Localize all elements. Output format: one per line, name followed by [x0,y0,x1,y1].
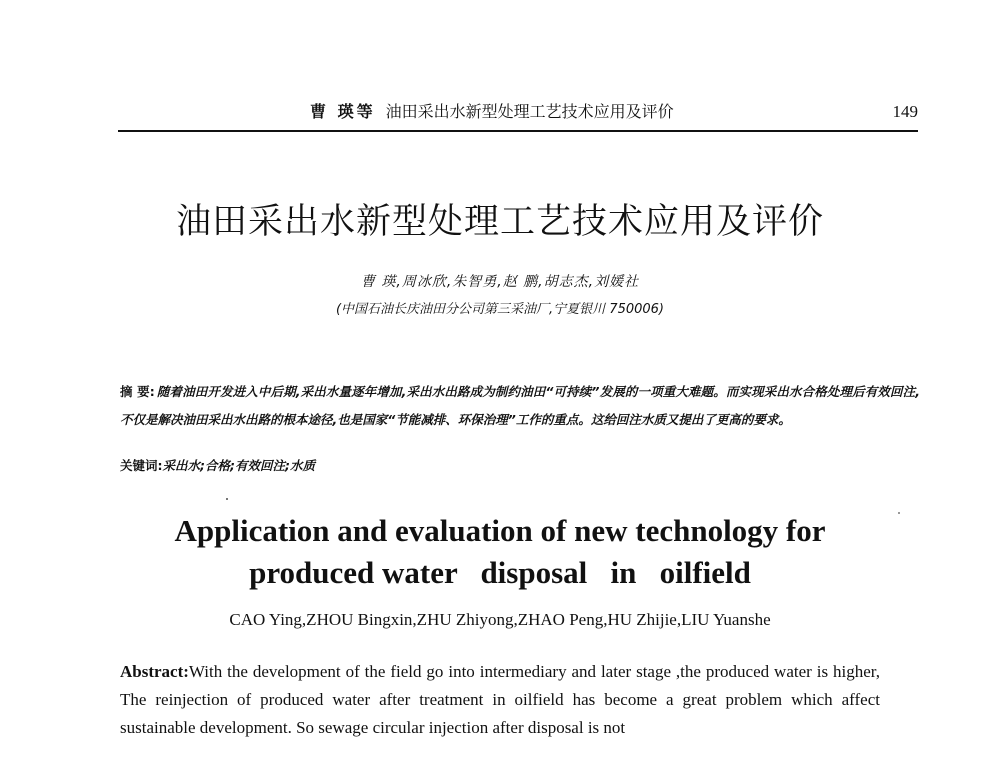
authors-chinese: 曹 瑛,周冰欣,朱智勇,赵 鹏,胡志杰,刘媛社 [360,274,640,290]
abstract-english [120,658,880,742]
running-header [118,100,918,128]
running-header-text [310,100,730,124]
title-chinese: 油田采出水新型处理工艺技术应用及评价 [175,202,824,242]
title-english [0,510,1000,594]
keywords-chinese [120,456,920,476]
abstract-chinese-label: 摘 要: [120,384,155,399]
keywords-chinese-text: 采出水;合格;有效回注;水质 [162,458,315,473]
page-number: 149 [892,102,918,121]
running-header-title: 油田采出水新型处理工艺技术应用及评价 [385,102,674,121]
affiliation-chinese: (中国石油长庆油田分公司第三采油厂,宁夏银川 750006) [335,302,665,317]
authors-english: CAO Ying,ZHOU Bingxin,ZHU Zhiyong,ZHAO Peng,HU Zhijie,LIU Yuanshe [229,610,771,629]
abstract-chinese-text: 随着油田开发进入中后期,采出水量逐年增加,采出水出路成为制约油田“可持续”发展的一项重大难题。而实现采出水合格处理后有效回注,不仅是解决油田采出水出路的根本途径,也是国家“节能减排、环保治理”工作的重点。这给回注水质又提出了更高的要求。 [120,384,920,427]
scan-speck [226,498,228,500]
title-english-line-1: Application and evaluation of new technology for [174,513,826,548]
header-rule [118,130,918,132]
abstract-english-label: Abstract: [120,662,189,681]
abstract-english-text: With the development of the field go into intermediary and later stage ,the produced water is higher, The reinjection of produced water after treatment in oilfield has become a great problem which affect sustainable development. So sewage circular injection after disposal is not [120,662,880,737]
running-header-authors: 曹 瑛等 [310,102,376,121]
keywords-chinese-label: 关键词: [120,458,163,473]
title-english-line-2: produced water disposal in oilfield [249,555,751,590]
abstract-chinese [120,378,920,434]
